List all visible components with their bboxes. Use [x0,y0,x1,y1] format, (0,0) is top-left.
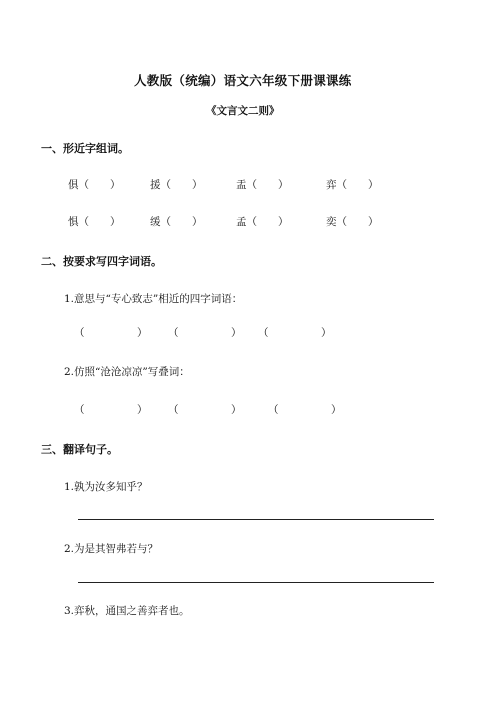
word-item: 缓（ ） [150,216,203,228]
word-item: 惧（ ） [68,216,121,228]
word-item: 孟（ ） [236,216,289,228]
section-heading-1: 一、形近字组词。 [41,142,129,155]
page-subtitle: 《文言文二则》 [206,105,280,117]
question-text: 1.意思与“专心致志”相近的四字词语： [64,293,243,305]
question-text: 2.仿照“沧沧凉凉”写叠词： [64,366,190,378]
answer-blank[interactable]: （ ） [74,404,148,416]
section-heading-3: 三、翻译句子。 [41,443,118,456]
word-item: 俱（ ） [68,179,121,191]
page-title: 人教版（统编）语文六年级下册课课练 [134,73,352,88]
word-item: 盂（ ） [236,179,289,191]
answer-blank[interactable]: （ ） [168,327,242,339]
answer-line[interactable] [78,519,434,520]
question-text: 1.孰为汝多知乎？ [64,481,148,493]
word-item: 奕（ ） [326,216,379,228]
answer-line[interactable] [78,582,434,583]
section-heading-2: 二、按要求写四字词语。 [41,255,162,268]
answer-blank[interactable]: （ ） [168,404,242,416]
answer-blank[interactable]: （ ） [74,327,148,339]
question-text: 3.弈秋，通国之善弈者也。 [64,605,190,617]
answer-blank[interactable]: （ ） [268,404,342,416]
answer-blank[interactable]: （ ） [258,327,332,339]
word-item: 援（ ） [150,179,203,191]
question-text: 2.为是其智弗若与？ [64,543,159,555]
word-item: 弈（ ） [326,179,379,191]
